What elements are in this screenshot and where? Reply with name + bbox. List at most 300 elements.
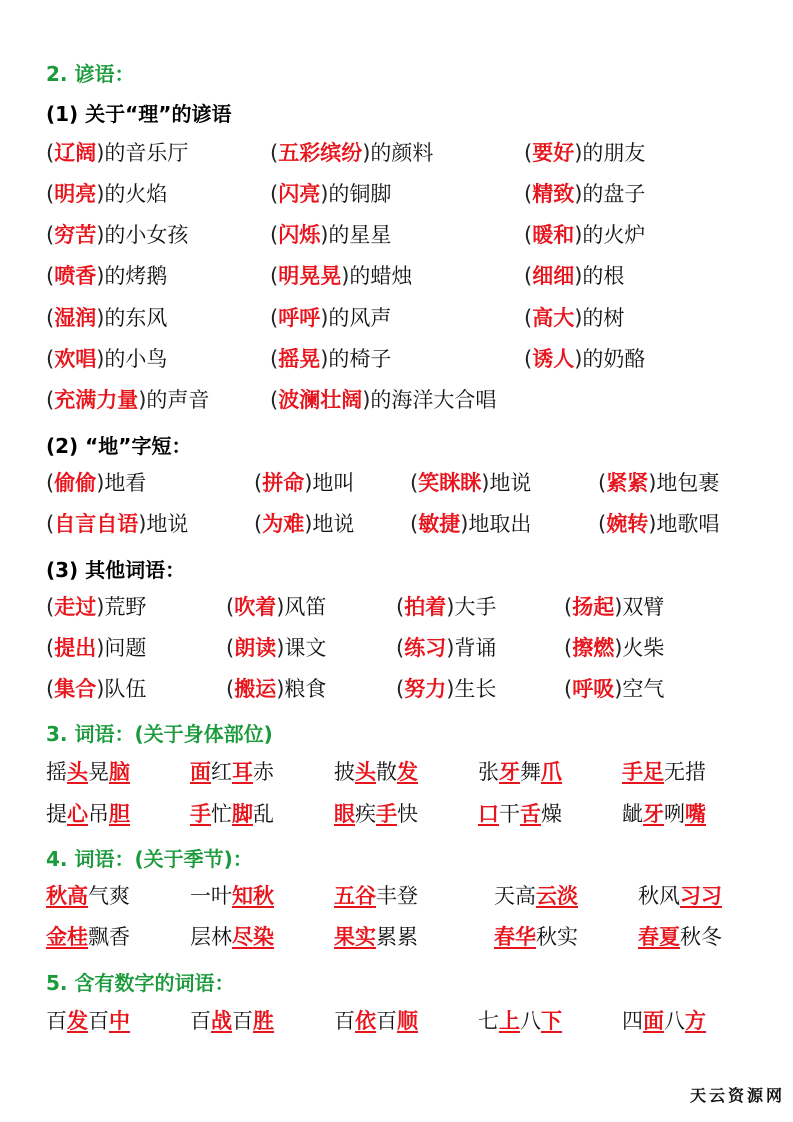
phrase-tail: 的奶酪 (582, 347, 646, 371)
close-paren: ) (304, 512, 313, 536)
plain-chars: 披 (334, 760, 355, 784)
highlight-chars: 胜 (253, 1009, 274, 1033)
highlight-chars: 秋高 (46, 884, 88, 908)
close-paren: ) (446, 636, 455, 660)
section-body-heading: 3. 词语：(关于身体部位) (46, 722, 273, 746)
plain-chars: 秋实 (536, 925, 578, 949)
highlight-chars: 战 (211, 1009, 232, 1033)
open-paren: ( (46, 306, 55, 330)
plain-chars: 天高 (494, 884, 536, 908)
plain-chars: 百 (232, 1009, 253, 1033)
highlight-chars: 胆 (109, 802, 130, 826)
plain-chars: 乱 (253, 802, 274, 826)
body-idiom-item (190, 800, 274, 828)
season-idiom-item (494, 882, 578, 910)
phrase-tail: 地说 (312, 512, 355, 536)
highlight-chars: 舌 (520, 802, 541, 826)
highlight-chars: 口 (478, 802, 499, 826)
phrase-tail: 的小鸟 (104, 347, 168, 371)
highlight-chars: 春夏 (638, 925, 680, 949)
close-paren: ) (96, 264, 105, 288)
phrase-tail: 的音乐厅 (104, 141, 189, 165)
open-paren: ( (46, 388, 55, 412)
open-paren: ( (396, 636, 405, 660)
close-paren: ) (96, 471, 105, 495)
de-phrase-item (46, 221, 188, 249)
open-paren: ( (46, 636, 55, 660)
answer-word: 婉转 (606, 512, 649, 536)
de-phrase-item (270, 139, 433, 167)
subsection-li-heading: (1) 关于“理”的谚语 (46, 102, 232, 126)
close-paren: ) (304, 471, 313, 495)
highlight-chars: 上 (499, 1009, 520, 1033)
answer-word: 闪烁 (278, 223, 321, 247)
highlight-chars: 脚 (232, 802, 253, 826)
answer-word: 辽阔 (54, 141, 97, 165)
number-idiom-item (478, 1007, 562, 1035)
close-paren: ) (96, 595, 105, 619)
phrase-tail: 双臂 (622, 595, 665, 619)
answer-word: 明晃晃 (278, 264, 342, 288)
answer-word: 自言自语 (54, 512, 139, 536)
open-paren: ( (564, 677, 573, 701)
de-phrase-item (270, 345, 391, 373)
close-paren: ) (648, 512, 657, 536)
answer-word: 闪亮 (278, 182, 321, 206)
highlight-chars: 嘴 (685, 802, 706, 826)
open-paren: ( (46, 347, 55, 371)
close-paren: ) (446, 595, 455, 619)
open-paren: ( (524, 264, 533, 288)
highlight-chars: 牙 (499, 760, 520, 784)
close-paren: ) (574, 182, 583, 206)
other-phrase-item (396, 634, 496, 662)
plain-chars: 七 (478, 1009, 499, 1033)
phrase-tail: 的小女孩 (104, 223, 189, 247)
plain-chars: 舞 (520, 760, 541, 784)
plain-chars: 累累 (376, 925, 418, 949)
plain-chars: 气爽 (88, 884, 130, 908)
highlight-chars: 脑 (109, 760, 130, 784)
open-paren: ( (46, 471, 55, 495)
answer-word: 明亮 (54, 182, 97, 206)
highlight-chars: 中 (109, 1009, 130, 1033)
other-phrase-item (396, 593, 496, 621)
highlight-chars: 方 (685, 1009, 706, 1033)
answer-word: 细细 (532, 264, 575, 288)
plain-chars: 一叶 (190, 884, 232, 908)
plain-chars: 八 (664, 1009, 685, 1033)
answer-word: 精致 (532, 182, 575, 206)
highlight-chars: 尽染 (232, 925, 274, 949)
de-phrase-item (270, 221, 391, 249)
highlight-chars: 下 (541, 1009, 562, 1033)
open-paren: ( (46, 264, 55, 288)
di-phrase-item (410, 469, 531, 497)
close-paren: ) (276, 636, 285, 660)
other-phrase-item (564, 675, 664, 703)
close-paren: ) (614, 677, 623, 701)
plain-chars: 快 (397, 802, 418, 826)
phrase-tail: 的树 (582, 306, 625, 330)
close-paren: ) (138, 512, 147, 536)
answer-word: 擦燃 (572, 636, 615, 660)
close-paren: ) (362, 141, 371, 165)
di-phrase-item (598, 469, 719, 497)
plain-chars: 龇 (622, 802, 643, 826)
plain-chars: 忙 (211, 802, 232, 826)
open-paren: ( (396, 595, 405, 619)
plain-chars: 百 (376, 1009, 397, 1033)
open-paren: ( (254, 512, 263, 536)
body-idiom-item (190, 758, 274, 786)
answer-word: 摇晃 (278, 347, 321, 371)
season-idiom-item (46, 882, 130, 910)
open-paren: ( (396, 677, 405, 701)
plain-chars: 红 (211, 760, 232, 784)
season-idiom-item (638, 882, 722, 910)
phrase-tail: 火柴 (622, 636, 665, 660)
phrase-tail: 的海洋大合唱 (370, 388, 497, 412)
phrase-tail: 的朋友 (582, 141, 646, 165)
answer-word: 为难 (262, 512, 305, 536)
phrase-tail: 的铜脚 (328, 182, 392, 206)
answer-word: 诱人 (532, 347, 575, 371)
number-idiom-item (622, 1007, 706, 1035)
subsection-other-heading: (3) 其他词语： (46, 558, 186, 582)
close-paren: ) (96, 141, 105, 165)
phrase-tail: 粮食 (284, 677, 327, 701)
phrase-tail: 地看 (104, 471, 147, 495)
plain-chars: 百 (334, 1009, 355, 1033)
phrase-tail: 地叫 (312, 471, 355, 495)
highlight-chars: 头 (355, 760, 376, 784)
answer-word: 提出 (54, 636, 97, 660)
de-phrase-item (46, 345, 167, 373)
di-phrase-item (410, 510, 531, 538)
other-phrase-item (226, 634, 326, 662)
di-phrase-item (46, 510, 188, 538)
answer-word: 波澜壮阔 (278, 388, 363, 412)
answer-word: 呼吸 (572, 677, 615, 701)
close-paren: ) (320, 347, 329, 371)
close-paren: ) (276, 595, 285, 619)
highlight-chars: 春华 (494, 925, 536, 949)
phrase-tail: 的东风 (104, 306, 168, 330)
answer-word: 走过 (54, 595, 97, 619)
other-phrase-item (46, 593, 146, 621)
close-paren: ) (574, 223, 583, 247)
plain-chars: 燥 (541, 802, 562, 826)
phrase-tail: 地说 (489, 471, 532, 495)
plain-chars: 八 (520, 1009, 541, 1033)
de-phrase-item (46, 180, 167, 208)
phrase-tail: 大手 (454, 595, 497, 619)
other-phrase-item (564, 593, 664, 621)
close-paren: ) (96, 677, 105, 701)
phrase-tail: 队伍 (104, 677, 147, 701)
plain-chars: 张 (478, 760, 499, 784)
plain-chars: 干 (499, 802, 520, 826)
open-paren: ( (524, 347, 533, 371)
open-paren: ( (46, 182, 55, 206)
close-paren: ) (320, 306, 329, 330)
highlight-chars: 心 (67, 802, 88, 826)
plain-chars: 吊 (88, 802, 109, 826)
de-phrase-item (524, 262, 624, 290)
season-idiom-item (334, 923, 418, 951)
open-paren: ( (46, 512, 55, 536)
open-paren: ( (254, 471, 263, 495)
footer-watermark: 天云资源网 (689, 1086, 785, 1105)
answer-word: 五彩缤纷 (278, 141, 363, 165)
phrase-tail: 的盘子 (582, 182, 646, 206)
answer-word: 拍着 (404, 595, 447, 619)
season-idiom-item (494, 923, 578, 951)
close-paren: ) (276, 677, 285, 701)
other-phrase-item (226, 675, 326, 703)
answer-word: 紧紧 (606, 471, 649, 495)
phrase-tail: 背诵 (454, 636, 497, 660)
other-phrase-item (226, 593, 326, 621)
open-paren: ( (270, 141, 279, 165)
phrase-tail: 的根 (582, 264, 625, 288)
close-paren: ) (574, 264, 583, 288)
answer-word: 充满力量 (54, 388, 139, 412)
de-phrase-item (46, 262, 167, 290)
close-paren: ) (481, 471, 490, 495)
de-phrase-item (270, 262, 412, 290)
open-paren: ( (270, 347, 279, 371)
highlight-chars: 果实 (334, 925, 376, 949)
answer-word: 湿润 (54, 306, 97, 330)
highlight-chars: 手 (190, 802, 211, 826)
close-paren: ) (648, 471, 657, 495)
plain-chars: 晃 (88, 760, 109, 784)
answer-word: 笑眯眯 (418, 471, 482, 495)
open-paren: ( (564, 595, 573, 619)
plain-chars: 提 (46, 802, 67, 826)
number-idiom-item (190, 1007, 274, 1035)
subsection-di-heading: (2) “地”字短： (46, 434, 192, 458)
body-idiom-item (478, 800, 562, 828)
answer-word: 高大 (532, 306, 575, 330)
highlight-chars: 发 (397, 760, 418, 784)
plain-chars: 秋风 (638, 884, 680, 908)
plain-chars: 摇 (46, 760, 67, 784)
open-paren: ( (46, 141, 55, 165)
highlight-chars: 爪 (541, 760, 562, 784)
close-paren: ) (96, 636, 105, 660)
de-phrase-item (524, 345, 645, 373)
de-phrase-item (524, 221, 645, 249)
plain-chars: 百 (88, 1009, 109, 1033)
highlight-chars: 知秋 (232, 884, 274, 908)
open-paren: ( (524, 306, 533, 330)
highlight-chars: 顺 (397, 1009, 418, 1033)
de-phrase-item (270, 386, 496, 414)
phrase-tail: 的蜡烛 (349, 264, 413, 288)
plain-chars: 咧 (664, 802, 685, 826)
phrase-tail: 生长 (454, 677, 497, 701)
answer-word: 集合 (54, 677, 97, 701)
other-phrase-item (46, 675, 146, 703)
phrase-tail: 的火炉 (582, 223, 646, 247)
open-paren: ( (226, 636, 235, 660)
plain-chars: 百 (190, 1009, 211, 1033)
phrase-tail: 的风声 (328, 306, 392, 330)
plain-chars: 散 (376, 760, 397, 784)
plain-chars: 层林 (190, 925, 232, 949)
season-idiom-item (334, 882, 418, 910)
season-idiom-item (190, 923, 274, 951)
plain-chars: 丰登 (376, 884, 418, 908)
de-phrase-item (270, 180, 391, 208)
open-paren: ( (226, 595, 235, 619)
close-paren: ) (341, 264, 350, 288)
close-paren: ) (574, 141, 583, 165)
answer-word: 吹着 (234, 595, 277, 619)
number-idiom-item (334, 1007, 418, 1035)
answer-word: 要好 (532, 141, 575, 165)
plain-chars: 飘香 (88, 925, 130, 949)
plain-chars: 赤 (253, 760, 274, 784)
open-paren: ( (524, 223, 533, 247)
open-paren: ( (226, 677, 235, 701)
phrase-tail: 的声音 (146, 388, 210, 412)
season-idiom-item (638, 923, 722, 951)
answer-word: 敏捷 (418, 512, 461, 536)
highlight-chars: 耳 (232, 760, 253, 784)
section-proverbs-heading: 2. 谚语： (46, 62, 135, 86)
phrase-tail: 空气 (622, 677, 665, 701)
body-idiom-item (46, 800, 130, 828)
answer-word: 努力 (404, 677, 447, 701)
open-paren: ( (46, 595, 55, 619)
season-idiom-item (46, 923, 130, 951)
phrase-tail: 地取出 (468, 512, 532, 536)
close-paren: ) (96, 182, 105, 206)
answer-word: 练习 (404, 636, 447, 660)
open-paren: ( (410, 512, 419, 536)
open-paren: ( (270, 306, 279, 330)
other-phrase-item (396, 675, 496, 703)
plain-chars: 四 (622, 1009, 643, 1033)
de-phrase-item (46, 139, 188, 167)
answer-word: 喷香 (54, 264, 97, 288)
di-phrase-item (598, 510, 719, 538)
highlight-chars: 金桂 (46, 925, 88, 949)
phrase-tail: 荒野 (104, 595, 147, 619)
body-idiom-item (46, 758, 130, 786)
body-idiom-item (622, 800, 706, 828)
other-phrase-item (564, 634, 664, 662)
de-phrase-item (524, 304, 624, 332)
answer-word: 朗读 (234, 636, 277, 660)
highlight-chars: 依 (355, 1009, 376, 1033)
season-idiom-item (190, 882, 274, 910)
phrase-tail: 地说 (146, 512, 189, 536)
close-paren: ) (138, 388, 147, 412)
phrase-tail: 问题 (104, 636, 147, 660)
open-paren: ( (524, 141, 533, 165)
open-paren: ( (270, 388, 279, 412)
de-phrase-item (270, 304, 391, 332)
open-paren: ( (270, 264, 279, 288)
open-paren: ( (46, 223, 55, 247)
open-paren: ( (270, 182, 279, 206)
de-phrase-item (524, 180, 645, 208)
highlight-chars: 面 (190, 760, 211, 784)
close-paren: ) (320, 223, 329, 247)
open-paren: ( (564, 636, 573, 660)
open-paren: ( (524, 182, 533, 206)
phrase-tail: 地包裹 (656, 471, 720, 495)
other-phrase-item (46, 634, 146, 662)
close-paren: ) (574, 347, 583, 371)
highlight-chars: 头 (67, 760, 88, 784)
close-paren: ) (320, 182, 329, 206)
close-paren: ) (96, 306, 105, 330)
answer-word: 欢唱 (54, 347, 97, 371)
body-idiom-item (334, 800, 418, 828)
di-phrase-item (254, 469, 354, 497)
close-paren: ) (614, 636, 623, 660)
section-season-heading: 4. 词语：(关于季节)： (46, 847, 253, 871)
highlight-chars: 眼 (334, 802, 355, 826)
highlight-chars: 手足 (622, 760, 664, 784)
highlight-chars: 习习 (680, 884, 722, 908)
number-idiom-item (46, 1007, 130, 1035)
phrase-tail: 的火焰 (104, 182, 168, 206)
highlight-chars: 五谷 (334, 884, 376, 908)
phrase-tail: 的椅子 (328, 347, 392, 371)
de-phrase-item (46, 304, 167, 332)
answer-word: 搬运 (234, 677, 277, 701)
answer-word: 拼命 (262, 471, 305, 495)
close-paren: ) (460, 512, 469, 536)
phrase-tail: 地歌唱 (656, 512, 720, 536)
open-paren: ( (46, 677, 55, 701)
plain-chars: 秋冬 (680, 925, 722, 949)
answer-word: 扬起 (572, 595, 615, 619)
close-paren: ) (96, 347, 105, 371)
body-idiom-item (622, 758, 706, 786)
close-paren: ) (574, 306, 583, 330)
phrase-tail: 的星星 (328, 223, 392, 247)
close-paren: ) (96, 223, 105, 247)
de-phrase-item (524, 139, 645, 167)
answer-word: 穷苦 (54, 223, 97, 247)
section-number-heading: 5. 含有数字的词语： (46, 971, 235, 995)
answer-word: 暖和 (532, 223, 575, 247)
plain-chars: 无措 (664, 760, 706, 784)
de-phrase-item (46, 386, 209, 414)
phrase-tail: 的颜料 (370, 141, 434, 165)
plain-chars: 疾 (355, 802, 376, 826)
open-paren: ( (598, 471, 607, 495)
phrase-tail: 风笛 (284, 595, 327, 619)
close-paren: ) (614, 595, 623, 619)
highlight-chars: 牙 (643, 802, 664, 826)
answer-word: 偷偷 (54, 471, 97, 495)
highlight-chars: 云淡 (536, 884, 578, 908)
open-paren: ( (410, 471, 419, 495)
close-paren: ) (362, 388, 371, 412)
body-idiom-item (334, 758, 418, 786)
open-paren: ( (598, 512, 607, 536)
highlight-chars: 发 (67, 1009, 88, 1033)
